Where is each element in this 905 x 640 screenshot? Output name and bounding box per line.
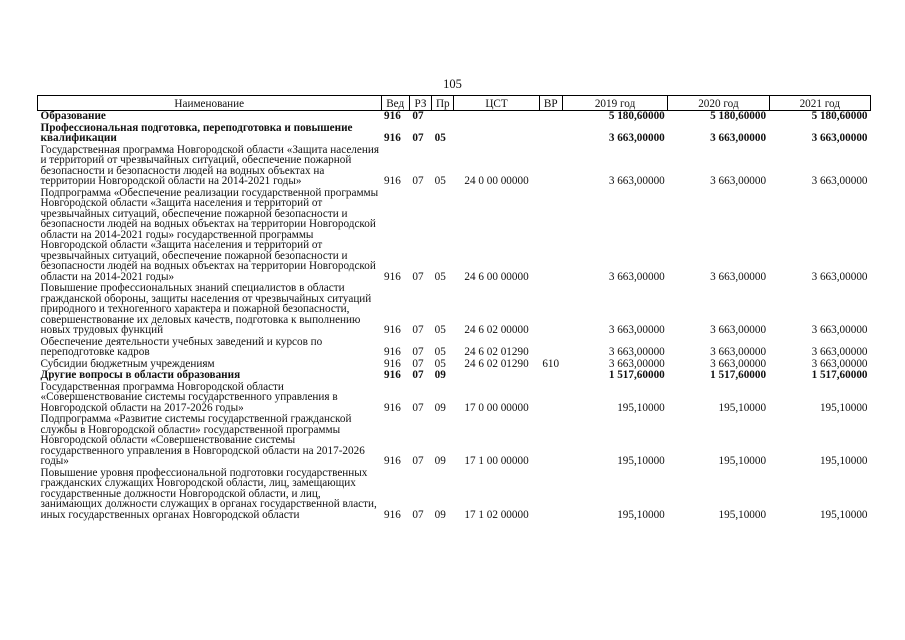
row-pr: 05 <box>434 324 446 336</box>
row-2020: 3 663,00000 <box>710 270 767 283</box>
table-header-row <box>38 96 871 111</box>
table-row <box>38 336 871 358</box>
table-row <box>38 122 871 144</box>
row-rz: 07 <box>412 324 424 336</box>
table-row <box>38 144 871 187</box>
row-2019: 3 663,00000 <box>608 324 665 336</box>
row-rz: 07 <box>412 401 424 414</box>
row-pr: 09 <box>434 508 446 521</box>
row-pr: 05 <box>434 270 446 283</box>
row-vr <box>539 187 562 283</box>
row-2019: 3 663,00000 <box>608 132 665 144</box>
row-vr: 610 <box>542 357 560 370</box>
row-pr: 09 <box>434 401 446 414</box>
row-2021: 3 663,00000 <box>811 132 868 144</box>
row-cst: 24 6 00 00000 <box>464 270 529 283</box>
row-rz: 07 <box>412 346 424 358</box>
col-header-2019: 2019 год <box>562 96 667 111</box>
row-name: Другие вопросы в области образования <box>40 369 241 381</box>
row-2021: 195,10000 <box>819 455 868 467</box>
row-ved: 916 <box>384 508 401 521</box>
row-2019: 5 180,60000 <box>608 110 665 122</box>
col-header-pr: Пр <box>432 96 454 111</box>
row-vr <box>539 413 562 467</box>
row-2019: 1 517,60000 <box>608 369 665 381</box>
row-2020: 1 517,60000 <box>710 369 767 381</box>
row-2021: 3 663,00000 <box>811 346 868 358</box>
row-name: Повышение профессиональных знаний специалистов в области гражданской обороны, защиты населения от чрезвычайных ситуаций природного и техногенного характера и пожарной безопасности, совершенствование их деловых качеств, подготовка к выполнению новых трудовых функций <box>40 282 372 336</box>
row-name: Государственная программа Новгородской области «Совершенствование системы государственного управления в Новгородской области на 2017-2026 годы» <box>40 380 338 414</box>
page-number: 105 <box>443 77 462 91</box>
row-pr: 05 <box>434 175 446 187</box>
row-vr <box>539 467 562 521</box>
row-vr <box>539 111 562 122</box>
col-header-ved: Вед <box>381 96 409 111</box>
col-header-cst: ЦСТ <box>454 96 539 111</box>
row-2021: 5 180,60000 <box>811 110 868 122</box>
row-ved: 916 <box>384 324 401 336</box>
row-rz: 07 <box>412 455 424 467</box>
row-cst: 17 1 02 00000 <box>464 508 529 521</box>
row-2021: 3 663,00000 <box>811 324 868 336</box>
row-cst: 17 1 00 00000 <box>464 455 529 467</box>
row-2019: 3 663,00000 <box>608 346 665 358</box>
row-2020: 3 663,00000 <box>710 132 767 144</box>
row-rz: 07 <box>412 369 424 381</box>
row-cst: 24 6 02 01290 <box>464 346 529 358</box>
row-ved: 916 <box>384 369 401 381</box>
row-cst: 17 0 00 00000 <box>464 401 529 414</box>
row-cst <box>454 122 539 144</box>
row-2020: 5 180,60000 <box>710 110 767 122</box>
row-2019: 3 663,00000 <box>608 175 665 187</box>
row-vr <box>539 144 562 187</box>
row-pr <box>432 111 454 122</box>
col-header-2020: 2020 год <box>668 96 769 111</box>
row-vr <box>539 282 562 336</box>
col-header-vr: ВР <box>539 96 562 111</box>
table-row <box>38 467 871 521</box>
row-pr: 05 <box>434 132 446 144</box>
row-pr: 09 <box>434 369 446 381</box>
table-row <box>38 282 871 336</box>
row-name: Субсидии бюджетным учреждениям <box>40 357 215 370</box>
row-rz: 07 <box>412 132 424 144</box>
row-2019: 195,10000 <box>617 455 665 467</box>
col-header-rz: РЗ <box>409 96 431 111</box>
row-pr: 09 <box>434 455 446 467</box>
row-2021: 195,10000 <box>819 401 868 414</box>
row-2021: 3 663,00000 <box>811 175 868 187</box>
row-2021: 3 663,00000 <box>811 357 868 370</box>
table-row <box>38 381 871 414</box>
row-cst <box>454 369 539 381</box>
row-2021: 1 517,60000 <box>811 369 868 381</box>
row-2021: 3 663,00000 <box>811 270 868 283</box>
row-2020: 3 663,00000 <box>710 346 767 358</box>
row-cst <box>454 111 539 122</box>
row-ved: 916 <box>384 346 401 358</box>
row-rz: 07 <box>412 110 424 122</box>
table-row <box>38 369 871 381</box>
row-ved: 916 <box>384 401 401 414</box>
row-ved: 916 <box>384 455 401 467</box>
row-cst: 24 0 00 00000 <box>464 175 529 187</box>
col-header-name: Наименование <box>38 96 382 111</box>
row-2020: 195,10000 <box>718 401 767 414</box>
row-name: Образование <box>40 110 106 122</box>
row-rz: 07 <box>412 270 424 283</box>
row-2019: 195,10000 <box>617 401 665 414</box>
row-ved: 916 <box>384 132 401 144</box>
col-header-2021: 2021 год <box>769 96 870 111</box>
row-2019: 195,10000 <box>617 508 665 521</box>
row-vr <box>539 381 562 414</box>
row-2021: 195,10000 <box>819 508 868 521</box>
row-2020: 3 663,00000 <box>710 357 767 370</box>
row-name: Государственная программа Новгородской области «Защита населения и территорий от чрезвычайных ситуаций, обеспечение пожарной безопасности и безопасности людей на водных объектах на территории Новгородской области на 2014-2021 годы» <box>40 143 379 187</box>
row-2020: 3 663,00000 <box>710 324 767 336</box>
row-vr <box>539 336 562 358</box>
row-cst: 24 6 02 00000 <box>464 324 529 336</box>
row-2020: 195,10000 <box>718 455 767 467</box>
row-rz: 07 <box>412 357 424 370</box>
row-ved: 916 <box>384 175 401 187</box>
table-row <box>38 413 871 467</box>
budget-table <box>37 95 871 520</box>
row-pr: 05 <box>434 357 446 370</box>
row-name: Подпрограмма «Обеспечение реализации государственной программы Новгородской области «Защита населения и территорий от чрезвычайных ситуаций, обеспечение пожарной безопасности и безопасности людей на водных объектах на территории Новгородской области на 2014-2021 годы» государственной программы Новгородской области «Защита населения и территорий от чрезвычайных ситуаций, обеспечение пожарной безопасности и безопасности людей на водных объектах на территории Новгородской области на 2014-2021 годы» <box>40 186 379 283</box>
row-vr <box>539 369 562 381</box>
row-2019: 3 663,00000 <box>608 357 665 370</box>
row-name: Подпрограмма «Развитие системы государственной гражданской службы в Новгородской области» государственной программы Новгородской области «Совершенствование системы государственного управления в Новгородской области на 2017-2026 годы» <box>40 413 365 467</box>
row-vr <box>539 122 562 144</box>
table-row <box>38 111 871 122</box>
row-rz: 07 <box>412 508 424 521</box>
row-ved: 916 <box>384 357 401 370</box>
row-2020: 195,10000 <box>718 508 767 521</box>
row-pr: 05 <box>434 346 446 358</box>
table-row <box>38 187 871 283</box>
row-2020: 3 663,00000 <box>710 175 767 187</box>
row-name: Профессиональная подготовка, переподготовка и повышение квалификации <box>40 121 353 144</box>
row-2019: 3 663,00000 <box>608 270 665 283</box>
row-ved: 916 <box>384 110 401 122</box>
row-cst: 24 6 02 01290 <box>464 357 529 370</box>
row-name: Повышение уровня профессиональной подготовки государственных гражданских служащих Новгородской области, лиц, замещающих государственные должности Новгородской области, и лиц, занимающих должности служащих в органах государственной власти, иных государственных органах Новгородской области <box>40 466 377 521</box>
row-ved: 916 <box>384 270 401 283</box>
row-name: Обеспечение деятельности учебных заведений и курсов по переподготовке кадров <box>40 335 323 358</box>
table-row <box>38 358 871 370</box>
row-rz: 07 <box>412 175 424 187</box>
